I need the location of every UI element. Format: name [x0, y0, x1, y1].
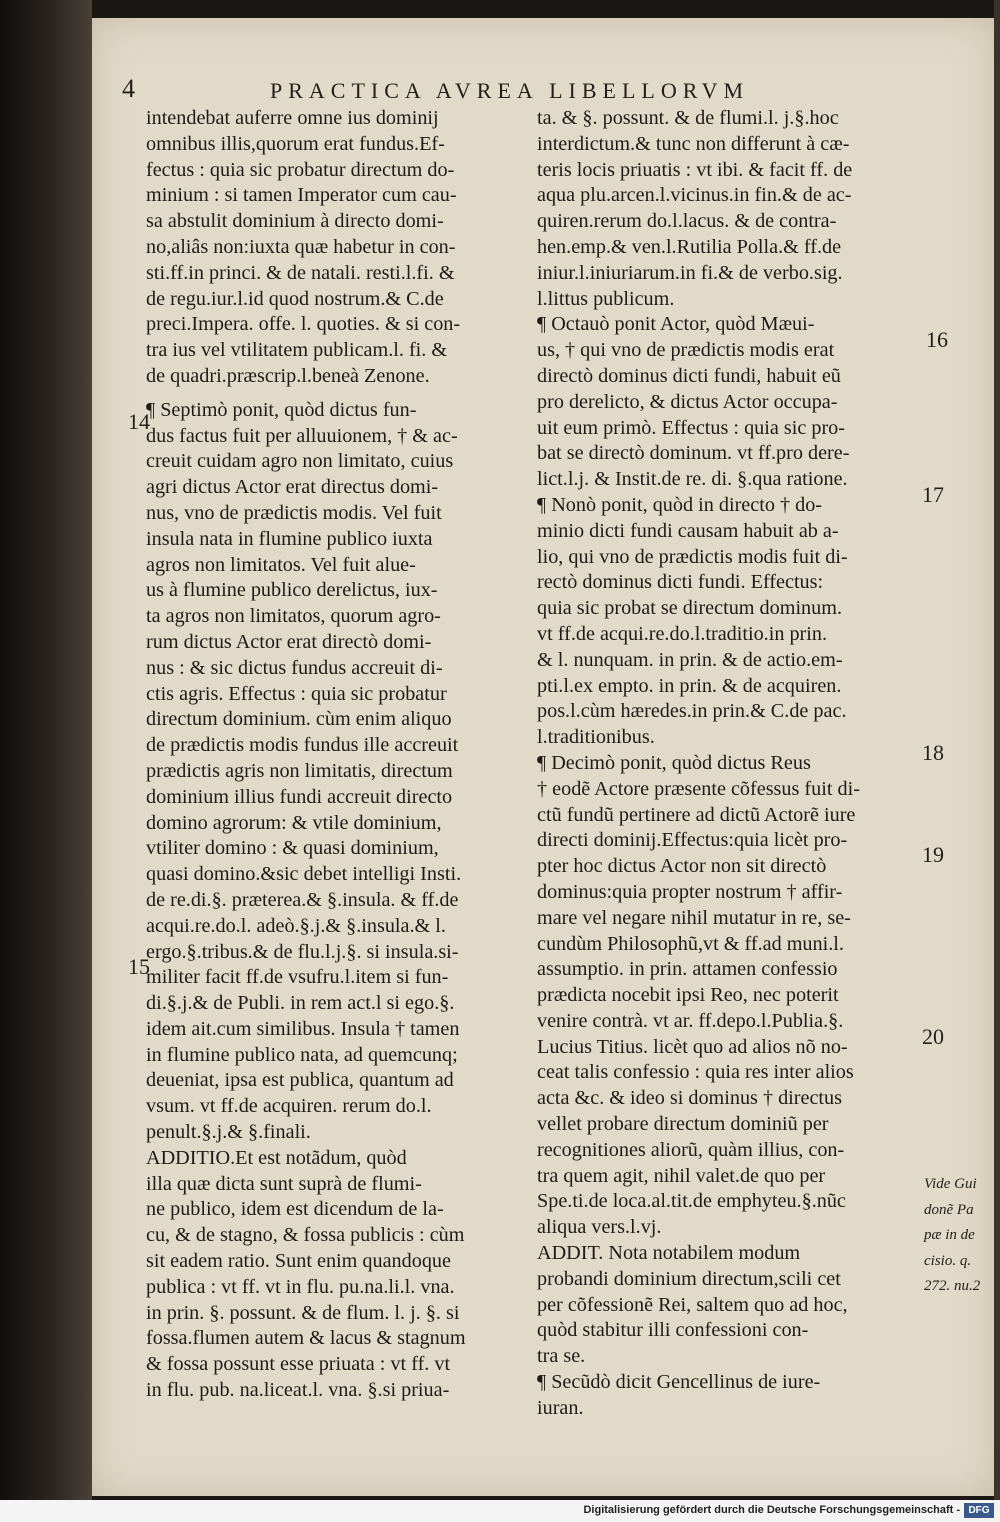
footer-bar	[0, 1500, 1000, 1522]
text-line: pter hoc dictus Actor non sit directò	[537, 855, 827, 878]
text-line: directum dominium. cùm enim aliquo	[146, 708, 452, 731]
text-line: prædictis agris non limitatis, directum	[146, 759, 453, 782]
text-line: tra se.	[537, 1345, 586, 1368]
margin-number-14: 14	[128, 409, 150, 434]
text-line: vtiliter domino : & quasi dominium,	[146, 837, 439, 860]
text-line: minium : si tamen Imperator cum cau-	[146, 184, 457, 207]
margin-note	[924, 1172, 1000, 1300]
text-line: ne publico, idem est dicendum de la-	[146, 1198, 444, 1221]
text-line: bat se directò dominum. vt ff.pro dere-	[537, 442, 850, 465]
text-line: in prin. §. possunt. & de flum. l. j. §. si	[146, 1301, 460, 1324]
text-line: insula nata in flumine publico iuxta	[146, 527, 433, 550]
text-line: iniur.l.iniuriarum.in fi.& de verbo.sig.	[537, 261, 843, 284]
text-line: ¶ Decimò ponit, quòd dictus Reus	[537, 751, 811, 774]
text-line: ADDIT. Nota notabilem modum	[537, 1242, 801, 1265]
text-line: aqua plu.arcen.l.vicinus.in fin.& de ac-	[537, 184, 852, 207]
text-line: iuran.	[537, 1396, 584, 1419]
text-line: † eodẽ Actore præsente cõfessus fuit di-	[537, 777, 860, 800]
text-line: lict.l.j. & Instit.de re. di. §.qua ratione.	[537, 468, 848, 491]
text-line: ergo.§.tribus.& de flu.l.j.§. si insula.si-	[146, 940, 459, 963]
text-line: ta. & §. possunt. & de flumi.l. j.§.hoc	[537, 107, 839, 129]
text-line: & l. nunquam. in prin. & de actio.em-	[537, 648, 843, 671]
text-line: sit eadem ratio. Sunt enim quandoque	[146, 1250, 451, 1273]
text-line: in flumine publico nata, ad quemcunq;	[146, 1043, 458, 1066]
text-line: idem ait.cum similibus. Insula † tamen	[146, 1017, 460, 1040]
margin-number-15: 15	[128, 954, 150, 979]
text-line: in flu. pub. na.liceat.l. vna. §.si priua-	[146, 1379, 450, 1402]
text-line: militer facit ff.de vsufru.l.item si fun-	[146, 966, 449, 989]
text-line: Spe.ti.de loca.al.tit.de emphyteu.§.nũc	[537, 1190, 846, 1213]
text-line: lio, qui vno de prædictis modis fuit di-	[537, 545, 848, 568]
text-line: intendebat auferre omne ius dominij	[146, 107, 439, 129]
text-line: tra quem agit, nihil valet.de quo per	[537, 1164, 826, 1187]
text-line: tra ius vel vtilitatem publicam.l. fi. &	[146, 339, 448, 362]
text-line: vsum. vt ff.de acquiren. rerum do.l.	[146, 1095, 432, 1118]
text-line: pos.l.cùm hæredes.in prin.& C.de pac.	[537, 700, 847, 723]
text-line: prædicta nocebit ipsi Reo, nec poterit	[537, 984, 839, 1007]
text-line: quasi domino.&sic debet intelligi Insti.	[146, 863, 462, 886]
text-line: ctũ fundũ pertinere ad dictũ Actorẽ iure	[537, 803, 856, 826]
margin-note-line: donẽ Pa	[924, 1201, 974, 1218]
text-line: l.littus publicum.	[537, 287, 675, 310]
text-line: creuit cuidam agro non limitato, cuius	[146, 450, 454, 473]
text-line: interdictum.& tunc non differunt à cæ-	[537, 132, 850, 155]
text-line: acqui.re.do.l. adeò.§.j.& §.insula.& l.	[146, 914, 446, 937]
margin-number-17: 17	[922, 482, 944, 507]
text-line: pro derelicto, & dictus Actor occupa-	[537, 390, 838, 413]
text-line: illa quæ dicta sunt suprà de flumi-	[146, 1172, 422, 1195]
text-line: vt ff.de acqui.re.do.l.traditio.in prin.	[537, 622, 828, 645]
margin-number-16: 16	[926, 327, 948, 352]
text-line: dominium illius fundi accreuit directo	[146, 785, 453, 808]
text-line: ceat talis confessio : quia res inter alios	[537, 1061, 854, 1084]
text-line: agri dictus Actor erat directus domi-	[146, 476, 439, 499]
text-line: ta agros non limitatos, quorum agro-	[146, 605, 441, 628]
text-line: directò dominus dicti fundi, habuit eũ	[537, 364, 841, 387]
text-line: recognitiones aliorũ, quàm illius, con-	[537, 1138, 845, 1161]
text-line: pti.l.ex empto. in prin. & de acquiren.	[537, 674, 842, 697]
text-line: minio dicti fundi causam habuit ab a-	[537, 519, 839, 542]
folio-number: 4	[122, 74, 135, 103]
running-title: PRACTICA AVREA LIBELLORVM	[270, 78, 750, 103]
text-line: nus, vno de prædictis modis. Vel fuit	[146, 501, 442, 524]
text-line: publica : vt ff. vt in flu. pu.na.li.l. vna.	[146, 1275, 455, 1298]
text-line: l.traditionibus.	[537, 726, 655, 749]
text-line: penult.§.j.& §.finali.	[146, 1121, 311, 1144]
text-line: ADDITIO.Et est notãdum, quòd	[146, 1146, 407, 1169]
text-line: directi dominij.Effectus:quia licèt pro-	[537, 829, 848, 852]
margin-note-line: 272. nu.2	[924, 1278, 981, 1294]
text-line: quòd stabitur illi confessioni con-	[537, 1319, 809, 1342]
text-line: rum dictus Actor erat directò domi-	[146, 630, 432, 653]
text-line: de prædictis modis fundus ille accreuit	[146, 734, 459, 757]
text-line: per cõfessionẽ Rei, saltem quo ad hoc,	[537, 1293, 848, 1316]
text-line: preci.Impera. offe. l. quoties. & si con-	[146, 313, 461, 336]
text-line: venire contrà. vt ar. ff.depo.l.Publia.§.	[537, 1009, 844, 1032]
text-line: cu, & de stagno, & fossa publicis : cùm	[146, 1224, 465, 1247]
text-line: de re.di.§. præterea.& §.insula. & ff.de	[146, 888, 459, 911]
right-column	[537, 106, 925, 1422]
text-line: quiren.rerum do.l.lacus. & de contra-	[537, 210, 837, 233]
margin-number-19: 19	[922, 842, 944, 867]
text-line: fossa.flumen autem & lacus & stagnum	[146, 1327, 466, 1350]
margin-number-20: 20	[922, 1024, 944, 1049]
text-line: sti.ff.in princi. & de natali. resti.l.fi. &	[146, 261, 455, 284]
text-line: omnibus illis,quorum erat fundus.Ef-	[146, 132, 445, 155]
text-line: ¶ Nonò ponit, quòd in directo † do-	[537, 493, 823, 516]
text-line: uit eum primò. Effectus : quia sic pro-	[537, 416, 845, 439]
text-line: rectò dominus dicti fundi. Effectus:	[537, 571, 824, 594]
margin-note-line: pæ in de	[924, 1227, 975, 1243]
text-line: probandi dominium directum,scili cet	[537, 1267, 841, 1290]
footer-credit: Digitalisierung gefördert durch die Deutsche Forschungsgemeinschaft -	[583, 1504, 960, 1516]
text-line: quia sic probat se directum dominum.	[537, 597, 842, 620]
text-line: de regu.iur.l.id quod nostrum.& C.de	[146, 287, 444, 310]
text-line: us à flumine publico derelictus, iux-	[146, 579, 438, 602]
text-line: Lucius Titius. licèt quo ad alios nõ no-	[537, 1035, 848, 1058]
text-line: cundùm Philosophũ,vt & ff.ad muni.l.	[537, 932, 844, 955]
text-line	[146, 390, 528, 398]
margin-note-line: Vide Gui	[924, 1176, 977, 1192]
text-line: dominus:quia propter nostrum † affir-	[537, 880, 843, 903]
text-line: agros non limitatos. Vel fuit alue-	[146, 553, 416, 576]
text-line: deueniat, ipsa est publica, quantum ad	[146, 1069, 454, 1092]
text-line: no,aliâs non:iuxta quæ habetur in con-	[146, 235, 456, 258]
text-line: nus : & sic dictus fundus accreuit di-	[146, 656, 443, 679]
text-line: sa abstulit dominium à directo domi-	[146, 210, 444, 233]
text-line: hen.emp.& ven.l.Rutilia Polla.& ff.de	[537, 235, 842, 258]
text-line: & fossa possunt esse priuata : vt ff. vt	[146, 1353, 451, 1376]
text-line: aliqua vers.l.vj.	[537, 1216, 662, 1239]
text-line: ¶ Secũdò dicit Gencellinus de iure-	[537, 1371, 821, 1394]
text-line: vellet probare directum dominiũ per	[537, 1113, 829, 1136]
text-line: ¶ Septimò ponit, quòd dictus fun-	[146, 398, 417, 421]
dfg-logo: DFG	[964, 1503, 994, 1518]
text-line: assumptio. in prin. attamen confessio	[537, 958, 838, 981]
text-line: ¶ Octauò ponit Actor, quòd Mæui-	[537, 313, 815, 336]
text-line: fectus : quia sic probatur directum do-	[146, 158, 455, 181]
margin-note-line: cisio. q.	[924, 1252, 972, 1269]
text-line: dus factus fuit per alluuionem, † & ac-	[146, 424, 458, 447]
text-line: acta &c. & ideo si dominus † directus	[537, 1087, 842, 1110]
text-line: de quadri.præscrip.l.beneà Zenone.	[146, 364, 430, 387]
book-gutter	[0, 0, 92, 1500]
text-line: domino agrorum: & vtile dominium,	[146, 811, 442, 834]
left-column	[146, 106, 528, 1404]
text-line: di.§.j.& de Publi. in rem act.l si ego.§.	[146, 992, 455, 1015]
text-line: ctis agris. Effectus : quia sic probatur	[146, 682, 447, 705]
margin-number-18: 18	[922, 740, 944, 765]
text-line: mare vel negare nihil mutatur in re, se-	[537, 906, 851, 929]
text-line: us, † qui vno de prædictis modis erat	[537, 339, 835, 362]
text-line: teris locis priuatis : vt ibi. & facit ff. de	[537, 158, 853, 181]
